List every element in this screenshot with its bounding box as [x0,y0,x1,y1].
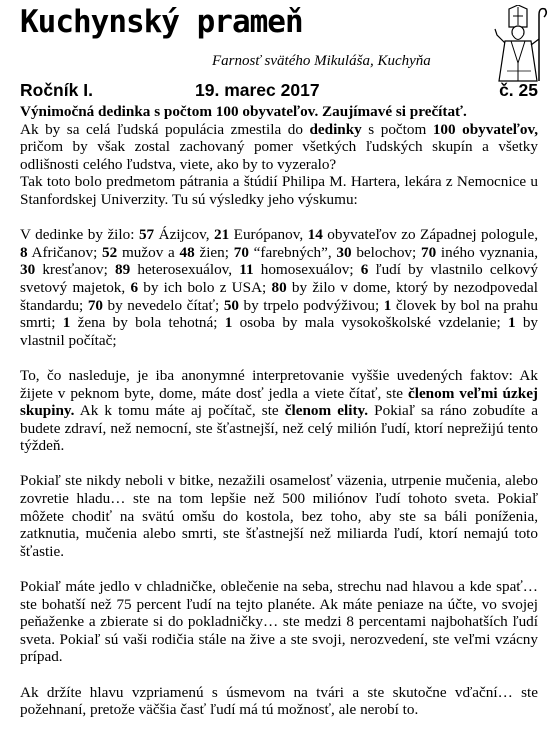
text-run: “farebných”, [248,243,337,261]
text-run: žien; [194,243,234,261]
parish-subtitle: Farnosť svätého Mikuláša, Kuchyňa [212,53,431,69]
volume-label: Ročník I. [20,80,93,100]
text-run: homosexuálov; [253,261,361,279]
stat-number: 30 [336,243,352,261]
issue-line [20,80,538,104]
text-run: Ázijcov, [154,226,214,244]
text-run: heterosexuálov, [130,261,240,279]
paragraph-interpretation [20,367,538,455]
stat-number: 1 [507,314,516,332]
text-run: človek by bol na prahu smrti; [20,296,539,332]
text-run: s počtom [361,120,433,138]
text-run: by vlastnil počítač; [20,314,539,349]
paragraph-intro [20,121,538,174]
issue-date: 19. marec 2017 [195,80,320,100]
stat-number: 70 [420,243,437,261]
stat-number: 48 [179,243,195,261]
text-run: Ak k tomu máte aj počítač, ste [74,402,285,420]
stat-number: 1 [224,314,233,332]
stat-number: 70 [233,243,249,261]
text-run: V dedinke by žilo: [20,226,139,244]
text-run: Európanov, [229,226,308,244]
paragraph-wealth: Pokiaľ máte jedlo v chladničke, oblečenie na seba, strechu nad hlavou a kde spať… ste bohatší než 75 percent ľudí na tejto planéte. Ak máte peniaze na účte, vo svojej peňaženke a zbierate si do pokladničky… ste medzi 8 percentami najbohatších ľudí sveta. Pokiaľ sú vaši rodičia stále na žive a ste svoji, nerozvedení, ste veľmi vzácny prípad. [20,578,538,666]
stat-number: 52 [102,243,118,261]
article [20,103,538,719]
text-run: by trpelo podvýživou; [239,296,384,314]
paragraph-source: Tak toto bolo predmetom pátrania a štúdií Philipa M. Hartera, lekára z Nemocnice u Stanfordskej Univerzity. Tu sú výsledky jeho výskumu: [20,173,538,208]
stat-number: 80 [271,278,287,296]
stat-number: 8 [20,243,28,261]
article-headline: Výnimočná dedinka s počtom 100 obyvateľov. Zaujímavé si prečítať. [20,103,467,120]
paragraph-gap [20,209,538,227]
text-run: obyvateľov zo Západnej pologule, [322,226,539,244]
text-run: mužov a [117,243,180,261]
text-run: iného vyznania, [436,243,539,261]
paragraph-gap [20,455,538,473]
paragraph-gap [20,666,538,684]
text-run: To, čo nasleduje, je iba anonymné interpretovanie vyššie uvedených faktov: Ak žijete v peknom byte, dome, máte dosť jedla a viete čítať, ste [20,366,538,402]
stat-number: 14 [307,226,323,244]
saint-nicholas-bishop-icon [487,5,549,83]
stat-number: 11 [239,261,254,279]
text-run: žena by bola tehotná; [70,314,225,332]
stat-number: 6 [130,278,139,296]
bold-run: dedinky [309,120,362,138]
bold-run: členom veľmi úzkej skupiny. [20,384,538,420]
stat-number: 1 [383,296,392,314]
stat-number: 50 [223,296,239,314]
paragraph-gap [20,349,538,367]
text-run: osoba by mala vysokoškolské vzdelanie; [232,314,508,332]
text-run: Pokiaľ sa ráno zobudíte a budete zdraví, než nemocní, ste šťastnejší, než celý milión ľudí, ktorí neprežijú tento týždeň. [20,402,538,455]
bold-run: 100 obyvateľov, [432,120,538,138]
stat-number: 89 [115,261,131,279]
paragraph-gratitude: Ak držíte hlavu vzpriamenú s úsmevom na tvári a ste skutočne vďační… ste požehnaní, pretože väčšia časť ľudí má tú možnosť, ale nerobí to. [20,683,538,719]
paragraph-peace: Pokiaľ ste nikdy neboli v bitke, nezažili osamelosť väzenia, utrpenie mučenia, alebo zovretie hladu… ste na tom lepšie než 500 miliónov ľudí tohoto sveta. Pokiaľ môžete chodiť na svätú omšu do kostola, bez toho, aby ste sa báli poníženia, zatknutia, mučenia alebo smrti, ste šťastnejší než miliarda ľudí, ktorí nemajú toto šťastie. [20,472,538,560]
text-run: kresťanov; [35,261,116,279]
text-run: Afričanov; [27,243,103,261]
masthead-title: Kuchynský prameň [20,4,303,40]
text-run: by nevedelo čítať; [103,296,224,314]
text-run: by žilo v dome, ktorý by nezodpovedal štandardu; [20,278,539,314]
text-run: by ich bolo z USA; [138,278,272,296]
text-run: Ak by sa celá ľudská populácia zmestila do [20,120,310,138]
text-run: belochov; [351,243,421,261]
paragraph-statistics [20,226,538,349]
stat-number: 57 [138,226,155,244]
paragraph-gap [20,560,538,578]
stat-number: 1 [62,314,71,332]
bold-run: členom elity. [284,402,369,420]
stat-number: 6 [360,261,369,279]
stat-number: 70 [87,296,103,314]
issue-number: č. 25 [499,80,538,100]
text-run: pričom by však zostal zachovaný pomer všetkých ľudských skupín a všetky odlišnosti celého ľudstva, viete, ako by to vyzeralo? [20,138,538,173]
text-run: ľudí by vlastnilo celkový svetový majetok, [20,261,538,296]
stat-number: 21 [214,226,230,244]
stat-number: 30 [20,261,36,279]
